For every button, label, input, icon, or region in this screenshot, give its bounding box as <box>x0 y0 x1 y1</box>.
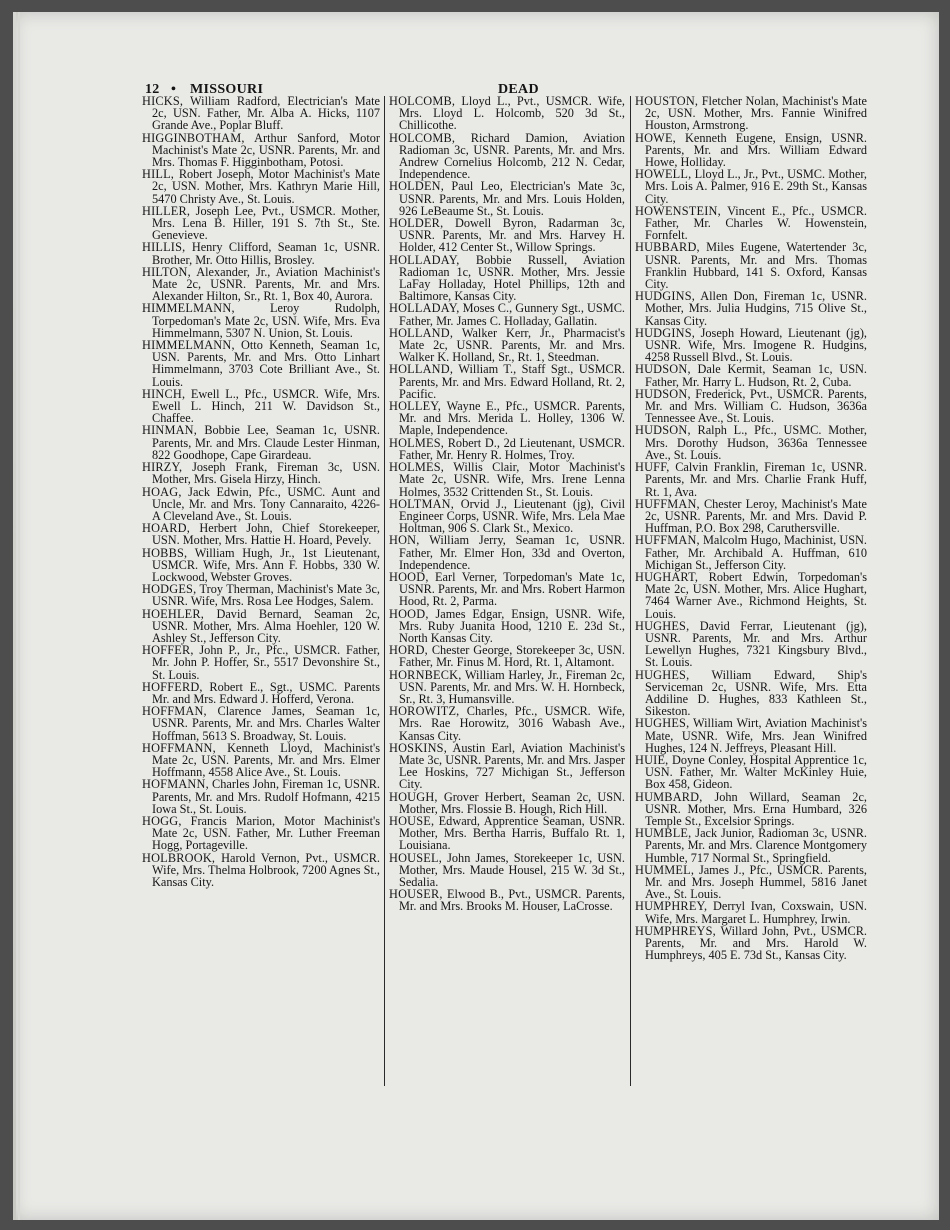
casualty-entry <box>142 644 380 681</box>
entry-details: Chester George, Storekeeper 3c, USN. Father, Mr. Finus M. Hord, Rt. 1, Altamont. <box>399 643 625 670</box>
casualty-entry <box>635 424 867 461</box>
entry-details: John P., Jr., Pfc., USMCR. Father, Mr. John P. Hoffer, Sr., 5517 Devonshire St., St. Louis. <box>152 643 380 682</box>
casualty-entry <box>389 534 625 571</box>
entry-surname: HOUSTON, <box>635 95 699 108</box>
casualty-entry <box>389 327 625 364</box>
entry-details: Miles Eugene, Watertender 3c, USNR. Parents, Mr. and Mrs. Thomas Franklin Hubbard, 141 S. Oxford, Kansas City. <box>645 240 867 292</box>
entry-surname: HOAG, <box>142 484 182 499</box>
casualty-entry <box>389 705 625 742</box>
entry-details: Robert D., 2d Lieutenant, USMCR. Father, Mr. Henry R. Holmes, Troy. <box>399 435 625 462</box>
entry-details: Dowell Byron, Radarman 3c, USNR. Parents, Mr. and Mrs. Harvey H. Holder, 412 Center St., Willow Springs. <box>399 216 625 255</box>
entry-surname: HOOD, <box>389 569 429 584</box>
entry-details: Walker Kerr, Jr., Pharmacist's Mate 2c, USNR. Parents, Mr. and Mrs. Walker K. Holland, Sr., Rt. 1, Steedman. <box>399 325 625 365</box>
casualty-entry <box>389 608 625 645</box>
entry-surname: HORNBECK, <box>389 667 462 682</box>
entry-surname: HOLCOMB, <box>389 130 456 145</box>
casualty-entry <box>389 571 625 608</box>
entry-details: Arthur Sanford, Motor Machinist's Mate 2c, USNR. Parents, Mr. and Mrs. Thomas F. Higginbotham, Potosi. <box>152 130 380 170</box>
entry-surname: HOLDEN, <box>389 179 445 194</box>
entry-surname: HIRZY, <box>142 460 183 475</box>
entry-details: Vincent E., Pfc., USMCR. Father, Mr. Charles W. Howenstein, Fornfelt. <box>645 203 867 243</box>
entry-details: Robert E., Sgt., USMC. Parents Mr. and Mrs. Edward J. Hofferd, Verona. <box>152 679 380 706</box>
entry-details: Leroy Rudolph, Torpedoman's Mate 2c, USN. Wife, Mrs. Eva Himmelmann, 5307 N. Union, St. Louis. <box>152 301 380 340</box>
casualty-entry <box>635 669 867 718</box>
casualty-entry <box>635 241 867 290</box>
entry-details: William Radford, Electrician's Mate 2c, USN. Father, Mr. Alba A. Hicks, 1107 Grande Ave., Poplar Bluff. <box>152 95 380 133</box>
column-divider <box>384 96 385 1086</box>
entry-details: James J., Pfc., USMCR. Parents, Mr. and Mrs. Joseph Hummel, 5816 Janet Ave., St. Louis. <box>645 862 867 902</box>
entry-surname: HILLER, <box>142 203 191 218</box>
entry-surname: HOLBROOK, <box>142 850 216 865</box>
entry-details: John Willard, Seaman 2c, USNR. Mother, Mrs. Erna Humbard, 326 Temple St., Excelsior Springs. <box>645 789 867 828</box>
entry-details: Willis Clair, Motor Machinist's Mate 2c, USNR. Wife, Mrs. Irene Lenna Holmes, 3532 Crittenden St., St. Louis. <box>399 460 625 499</box>
entry-details: William Jerry, Seaman 1c, USNR. Father, Mr. Elmer Hon, 33d and Overton, Independence. <box>399 533 625 572</box>
entry-details: Lloyd L., Jr., Pvt., USMC. Mother, Mrs. Lois A. Palmer, 916 E. 29th St., Kansas City. <box>645 167 867 206</box>
entry-details: William Hugh, Jr., 1st Lieutenant, USMCR. Wife, Mrs. Ann F. Hobbs, 330 W. Lockwood, Webster Groves. <box>152 545 380 584</box>
entry-surname: HON, <box>389 533 420 548</box>
entry-surname: HUMPHREYS, <box>635 923 716 938</box>
entry-details: Joseph Howard, Lieutenant (jg), USNR. Wife, Mrs. Imogene R. Hudgins, 4258 Russell Blvd., St. Louis. <box>645 325 867 365</box>
entry-details: Malcolm Hugo, Machinist, USN. Father, Mr. Archibald A. Huffman, 610 Michigan St., Jefferson City. <box>645 533 867 572</box>
entry-details: Fletcher Nolan, Machinist's Mate 2c, USN. Mother, Mrs. Fannie Winifred Houston, Armstrong. <box>645 95 867 133</box>
entry-surname: HOFMANN, <box>142 777 209 792</box>
casualty-entry <box>635 461 867 498</box>
entry-details: Lloyd L., Pvt., USMCR. Wife, Mrs. Lloyd L. Holcomb, 520 3d St., Chillicothe. <box>399 95 625 133</box>
entry-surname: HOLTMAN, <box>389 496 455 511</box>
entry-details: Jack Junior, Radioman 3c, USNR. Parents, Mr. and Mrs. Clarence Montgomery Humble, 717 Normal St., Springfield. <box>645 826 867 865</box>
casualty-entry <box>142 461 380 485</box>
casualty-entry <box>389 461 625 498</box>
entry-details: Henry Clifford, Seaman 1c, USNR. Brother, Mr. Otto Hillis, Brosley. <box>152 240 380 267</box>
entry-surname: HILL, <box>142 167 175 182</box>
casualty-entry <box>142 95 380 132</box>
casualty-entry <box>635 132 867 169</box>
entry-details: Bobbie Russell, Aviation Radioman 1c, USNR. Mother, Mrs. Jessie LaFay Holladay, Hotel Phillips, 12th and Baltimore, Kansas City. <box>399 252 625 304</box>
casualty-entry <box>142 547 380 584</box>
casualty-entry <box>389 888 625 912</box>
entry-details: Kenneth Eugene, Ensign, USNR. Parents, Mr. and Mrs. William Edward Howe, Holliday. <box>645 130 867 170</box>
entry-details: Richard Damion, Aviation Radioman 3c, USNR. Parents, Mr. and Mrs. Andrew Cornelius Holcomb, 212 N. Cedar, Independence. <box>399 130 625 182</box>
casualty-entry <box>142 241 380 265</box>
entry-details: David Bernard, Seaman 2c, USNR. Mother, Mrs. Alma Hoehler, 120 W. Ashley St., Jefferson City. <box>152 606 380 645</box>
casualty-entry <box>142 486 380 523</box>
entry-surname: HUBBARD, <box>635 240 700 255</box>
casualty-entry <box>635 864 867 901</box>
casualty-entry <box>142 608 380 645</box>
casualty-entry <box>389 669 625 706</box>
entry-surname: HUDSON, <box>635 362 691 377</box>
entry-surname: HODGES, <box>142 582 197 597</box>
entry-details: Kenneth Lloyd, Machinist's Mate 2c, USN. Parents, Mr. and Mrs. Elmer Hoffmann, 4558 Alice Ave., St. Louis. <box>152 740 380 780</box>
casualty-entry <box>142 132 380 169</box>
entry-surname: HIGGINBOTHAM, <box>142 130 245 145</box>
entry-surname: HOFFERD, <box>142 679 203 694</box>
entry-surname: HOLLADAY, <box>389 301 460 316</box>
entry-surname: HOEHLER, <box>142 606 205 621</box>
entry-surname: HOLLEY, <box>389 399 442 414</box>
entry-surname: HOLLAND, <box>389 325 454 340</box>
entry-surname: HUGHART, <box>635 569 699 584</box>
entry-details: Otto Kenneth, Seaman 1c, USN. Parents, Mr. and Mrs. Otto Linhart Himmelmann, 3703 Cote Brilliant Ave., St. Louis. <box>152 338 380 389</box>
casualty-entry <box>142 424 380 461</box>
casualty-entry <box>389 498 625 535</box>
entry-surname: HOGG, <box>142 813 182 828</box>
entry-details: William T., Staff Sgt., USMCR. Parents, Mr. and Mrs. Edward Holland, Rt. 2, Pacific. <box>399 362 625 401</box>
casualty-entry <box>389 644 625 668</box>
entry-surname: HOUSER, <box>389 887 443 902</box>
entry-surname: HOWELL, <box>635 167 692 182</box>
entry-surname: HUMPHREY, <box>635 899 708 914</box>
entry-details: Clarence James, Seaman 1c, USNR. Parents, Mr. and Mrs. Charles Walter Hoffman, 5613 S. Broadway, St. Louis. <box>152 704 380 743</box>
entry-details: Earl Verner, Torpedoman's Mate 1c, USNR. Parents, Mr. and Mrs. Robert Harmon Hood, Rt. 2, Parma. <box>399 569 625 609</box>
entry-details: Robert Edwin, Torpedoman's Mate 2c, USN. Mother, Mrs. Alice Hughart, 7464 Warner Ave., Richmond Heights, St. Louis. <box>645 569 867 621</box>
entry-details: Allen Don, Fireman 1c, USNR. Mother, Mrs. Julia Hudgins, 715 Olive St., Kansas City. <box>645 289 867 328</box>
entry-surname: HOUGH, <box>389 789 438 804</box>
entry-details: Frederick, Pvt., USMCR. Parents, Mr. and Mrs. William C. Hudson, 3636a Tennessee Ave., St. Louis. <box>645 386 867 426</box>
entry-surname: HOLMES, <box>389 460 445 475</box>
entry-surname: HOLCOMB, <box>389 95 456 108</box>
entry-details: William Wirt, Aviation Machinist's Mate, USNR. Wife, Mrs. Jean Winifred Hughes, 124 N. Jeffreys, Pleasant Hill. <box>645 716 867 755</box>
entry-surname: HUDGINS, <box>635 325 696 340</box>
entry-details: John James, Storekeeper 1c, USN. Mother, Mrs. Maude Housel, 215 W. 3d St., Sedalia. <box>399 850 625 889</box>
casualty-entry <box>389 217 625 254</box>
entry-surname: HUGHES, <box>635 618 690 633</box>
casualty-entry <box>142 815 380 852</box>
entry-surname: HIMMELMANN, <box>142 301 235 316</box>
casualty-entry <box>142 266 380 303</box>
entry-surname: HUMBARD, <box>635 789 703 804</box>
entry-details: Doyne Conley, Hospital Apprentice 1c, USN. Father, Mr. Walter McKinley Huie, Box 458, Gideon. <box>645 752 867 792</box>
entry-surname: HOLMES, <box>389 435 445 450</box>
entry-surname: HOWENSTEIN, <box>635 203 721 218</box>
entry-surname: HUDSON, <box>635 423 691 438</box>
casualty-entry <box>635 717 867 754</box>
casualty-entry <box>389 815 625 852</box>
entry-surname: HUFF, <box>635 460 670 475</box>
entry-details: Francis Marion, Motor Machinist's Mate 2c, USN. Father, Mr. Luther Freeman Hogg, Portageville. <box>152 813 380 853</box>
casualty-entry <box>635 388 867 425</box>
entry-surname: HUGHES, <box>635 667 690 682</box>
casualty-entry <box>389 437 625 461</box>
entry-surname: HOFFMAN, <box>142 704 207 719</box>
casualty-entry <box>389 132 625 181</box>
entry-details: Joseph Frank, Fireman 3c, USN. Mother, Mrs. Gisela Hirzy, Hinch. <box>152 460 380 487</box>
casualty-entry <box>635 205 867 242</box>
casualty-entry <box>635 620 867 669</box>
casualty-entry <box>142 681 380 705</box>
entry-details: Calvin Franklin, Fireman 1c, USNR. Parents, Mr. and Mrs. Charlie Frank Huff, Rt. 1, Ava. <box>645 460 867 499</box>
entry-details: Grover Herbert, Seaman 2c, USN. Mother, Mrs. Flossie B. Hough, Rich Hill. <box>399 789 625 816</box>
casualty-entry <box>635 168 867 205</box>
entry-surname: HOUSEL, <box>389 850 442 865</box>
entry-surname: HUGHES, <box>635 716 690 731</box>
casualty-entry <box>389 95 625 132</box>
entry-details: Edward, Apprentice Seaman, USNR. Mother, Mrs. Bertha Harris, Buffalo Rt. 1, Louisiana. <box>399 813 625 853</box>
entry-surname: HOLLAND, <box>389 362 454 377</box>
entry-surname: HOLDER, <box>389 216 444 231</box>
entry-surname: HOBBS, <box>142 545 188 560</box>
casualty-entry <box>635 827 867 864</box>
entry-details: Bobbie Lee, Seaman 1c, USNR. Parents, Mr. and Mrs. Claude Lester Hinman, 822 Goodhope, Cape Girardeau. <box>152 423 380 462</box>
casualty-entry <box>142 705 380 742</box>
entry-surname: HIMMELMANN, <box>142 338 235 353</box>
entry-details: Moses C., Gunnery Sgt., USMC. Father, Mr. James C. Holladay, Gallatin. <box>399 301 625 328</box>
entry-details: Charles John, Fireman 1c, USNR. Parents, Mr. and Mrs. Rudolf Hofmann, 4215 Iowa St., St. Louis. <box>152 777 380 816</box>
entry-surname: HINCH, <box>142 386 186 401</box>
casualty-entry <box>635 925 867 962</box>
entry-details: Herbert John, Chief Storekeeper, USN. Mother, Mrs. Hattie H. Hoard, Pevely. <box>152 521 380 548</box>
casualty-entry <box>142 339 380 388</box>
header-bullet: • <box>171 82 177 97</box>
entry-details: William Edward, Ship's Serviceman 2c, USNR. Wife, Mrs. Etta Addiline D. Hughes, 833 Kathleen St., Sikeston. <box>645 667 867 719</box>
entry-surname: HOWE, <box>635 130 676 145</box>
entry-details: Joseph Lee, Pvt., USMCR. Mother, Mrs. Lena B. Hiller, 191 S. 7th St., Ste. Genevieve. <box>152 203 380 243</box>
entry-surname: HOFFER, <box>142 643 194 658</box>
casualty-entry <box>142 522 380 546</box>
casualty-entry <box>389 400 625 437</box>
casualty-entry <box>635 327 867 364</box>
entry-surname: HUDSON, <box>635 386 691 401</box>
entry-surname: HOSKINS, <box>389 740 447 755</box>
entry-surname: HICKS, <box>142 95 184 108</box>
entry-details: Dale Kermit, Seaman 1c, USN. Father, Mr. Harry L. Hudson, Rt. 2, Cuba. <box>645 362 867 389</box>
entry-details: Charles, Pfc., USMCR. Wife, Mrs. Rae Horowitz, 3016 Wabash Ave., Kansas City. <box>399 704 625 743</box>
casualty-entry <box>389 852 625 889</box>
casualty-entry <box>389 254 625 303</box>
page-edge <box>18 12 20 1220</box>
entry-details: Harold Vernon, Pvt., USMCR. Wife, Mrs. Thelma Holbrook, 7200 Agnes St., Kansas City. <box>152 850 380 889</box>
casualty-entry <box>635 534 867 571</box>
entry-surname: HUMBLE, <box>635 826 692 841</box>
entry-surname: HINMAN, <box>142 423 198 438</box>
casualty-entry <box>389 302 625 326</box>
casualty-entry <box>142 302 380 339</box>
casualty-entry <box>635 498 867 535</box>
entry-details: Austin Earl, Aviation Machinist's Mate 3c, USNR. Parents, Mr. and Mrs. Jasper Lee Hoskins, 727 Michigan St., Jefferson City. <box>399 740 625 792</box>
casualty-entry <box>635 791 867 828</box>
casualty-entry <box>142 205 380 242</box>
entry-details: Robert Joseph, Motor Machinist's Mate 2c, USN. Mother, Mrs. Kathryn Marie Hill, 5470 Christy Ave., St. Louis. <box>152 167 380 206</box>
casualty-entry <box>635 290 867 327</box>
casualty-entry <box>142 742 380 779</box>
entry-details: Willard John, Pvt., USMCR. Parents, Mr. and Mrs. Harold W. Humphreys, 405 E. 73d St., Kansas City. <box>645 923 867 963</box>
entry-surname: HILTON, <box>142 264 191 279</box>
entry-surname: HUFFMAN, <box>635 496 700 511</box>
entry-details: Alexander, Jr., Aviation Machinist's Mate 2c, USNR. Parents, Mr. and Mrs. Alexander Hilton, Sr., Rt. 1, Box 40, Aurora. <box>152 264 380 304</box>
entry-surname: HOOD, <box>389 606 429 621</box>
column-divider <box>630 96 631 1086</box>
entry-details: Derryl Ivan, Coxswain, USN. Wife, Mrs. Margaret L. Humphrey, Irwin. <box>645 899 867 926</box>
casualty-entry <box>389 791 625 815</box>
entry-surname: HUIE, <box>635 752 669 767</box>
casualty-entry <box>142 852 380 889</box>
casualty-entry <box>635 900 867 924</box>
casualty-entry <box>635 363 867 387</box>
entry-surname: HOLLADAY, <box>389 252 460 267</box>
entry-surname: HORD, <box>389 643 428 658</box>
entry-surname: HILLIS, <box>142 240 186 255</box>
entry-surname: HOROWITZ, <box>389 704 460 719</box>
entry-surname: HOARD, <box>142 521 190 536</box>
entry-surname: HOUSE, <box>389 813 435 828</box>
column-2 <box>389 95 625 1095</box>
entry-details: Ralph L., Pfc., USMC. Mother, Mrs. Dorothy Hudson, 3636a Tennessee Ave., St. Louis. <box>645 423 867 462</box>
casualty-entry <box>635 95 867 132</box>
page-number: 12 <box>145 82 160 97</box>
entry-details: Chester Leroy, Machinist's Mate 2c, USNR. Parents, Mr. and Mrs. David P. Huffman, P.O. Box 298, Caruthersville. <box>645 496 867 536</box>
casualty-entry <box>389 363 625 400</box>
casualty-entry <box>142 168 380 205</box>
entry-details: Ewell L., Pfc., USMCR. Wife, Mrs. Ewell L. Hinch, 211 W. Davidson St., Chaffee. <box>152 386 380 426</box>
casualty-entry <box>142 583 380 607</box>
entry-details: James Edgar, Ensign, USNR. Wife, Mrs. Ruby Juanita Hood, 1210 E. 23d St., North Kansas City. <box>399 606 625 645</box>
entry-details: Paul Leo, Electrician's Mate 3c, USNR. Parents, Mr. and Mrs. Louis Holden, 926 LeBeaume St., St. Louis. <box>399 179 625 218</box>
entry-surname: HUDGINS, <box>635 289 696 304</box>
entry-surname: HUMMEL, <box>635 862 695 877</box>
column-1 <box>142 95 380 1095</box>
casualty-entry <box>142 778 380 815</box>
column-3 <box>635 95 867 1095</box>
page-edge <box>13 12 16 1220</box>
casualty-entry <box>635 754 867 791</box>
entry-surname: HOFFMANN, <box>142 740 216 755</box>
casualty-entry <box>389 180 625 217</box>
state-name: MISSOURI <box>190 82 264 97</box>
entry-details: Orvid J., Lieutenant (jg), Civil Engineer Corps, USNR. Wife, Mrs. Lela Mae Holtman, 906 S. Clark St., Mexico. <box>399 496 625 536</box>
entry-details: David Ferrar, Lieutenant (jg), USNR. Parents, Mr. and Mrs. Arthur Lewellyn Hughes, 7321 Kingsbury Blvd., St. Louis. <box>645 618 867 670</box>
entry-details: Troy Therman, Machinist's Mate 3c, USNR. Wife, Mrs. Rosa Lee Hodges, Salem. <box>152 582 380 609</box>
casualty-entry <box>142 388 380 425</box>
entry-details: Jack Edwin, Pfc., USMC. Aunt and Uncle, Mr. and Mrs. Tony Cannaraito, 4226-A Cleveland Ave., St. Louis. <box>152 484 380 523</box>
section-title: DEAD <box>498 82 539 97</box>
entry-details: William Harley, Jr., Fireman 2c, USN. Parents, Mr. and Mrs. W. H. Hornbeck, Sr., Rt. 3, Humansville. <box>399 667 625 706</box>
casualty-entry <box>389 742 625 791</box>
entry-details: Wayne E., Pfc., USMCR. Parents, Mr. and Mrs. Merida L. Holley, 1306 W. Maple, Independence. <box>399 399 625 438</box>
entry-surname: HUFFMAN, <box>635 533 700 548</box>
casualty-entry <box>635 571 867 620</box>
entry-details: Elwood B., Pvt., USMCR. Parents, Mr. and Mrs. Brooks M. Houser, LaCrosse. <box>399 887 625 914</box>
